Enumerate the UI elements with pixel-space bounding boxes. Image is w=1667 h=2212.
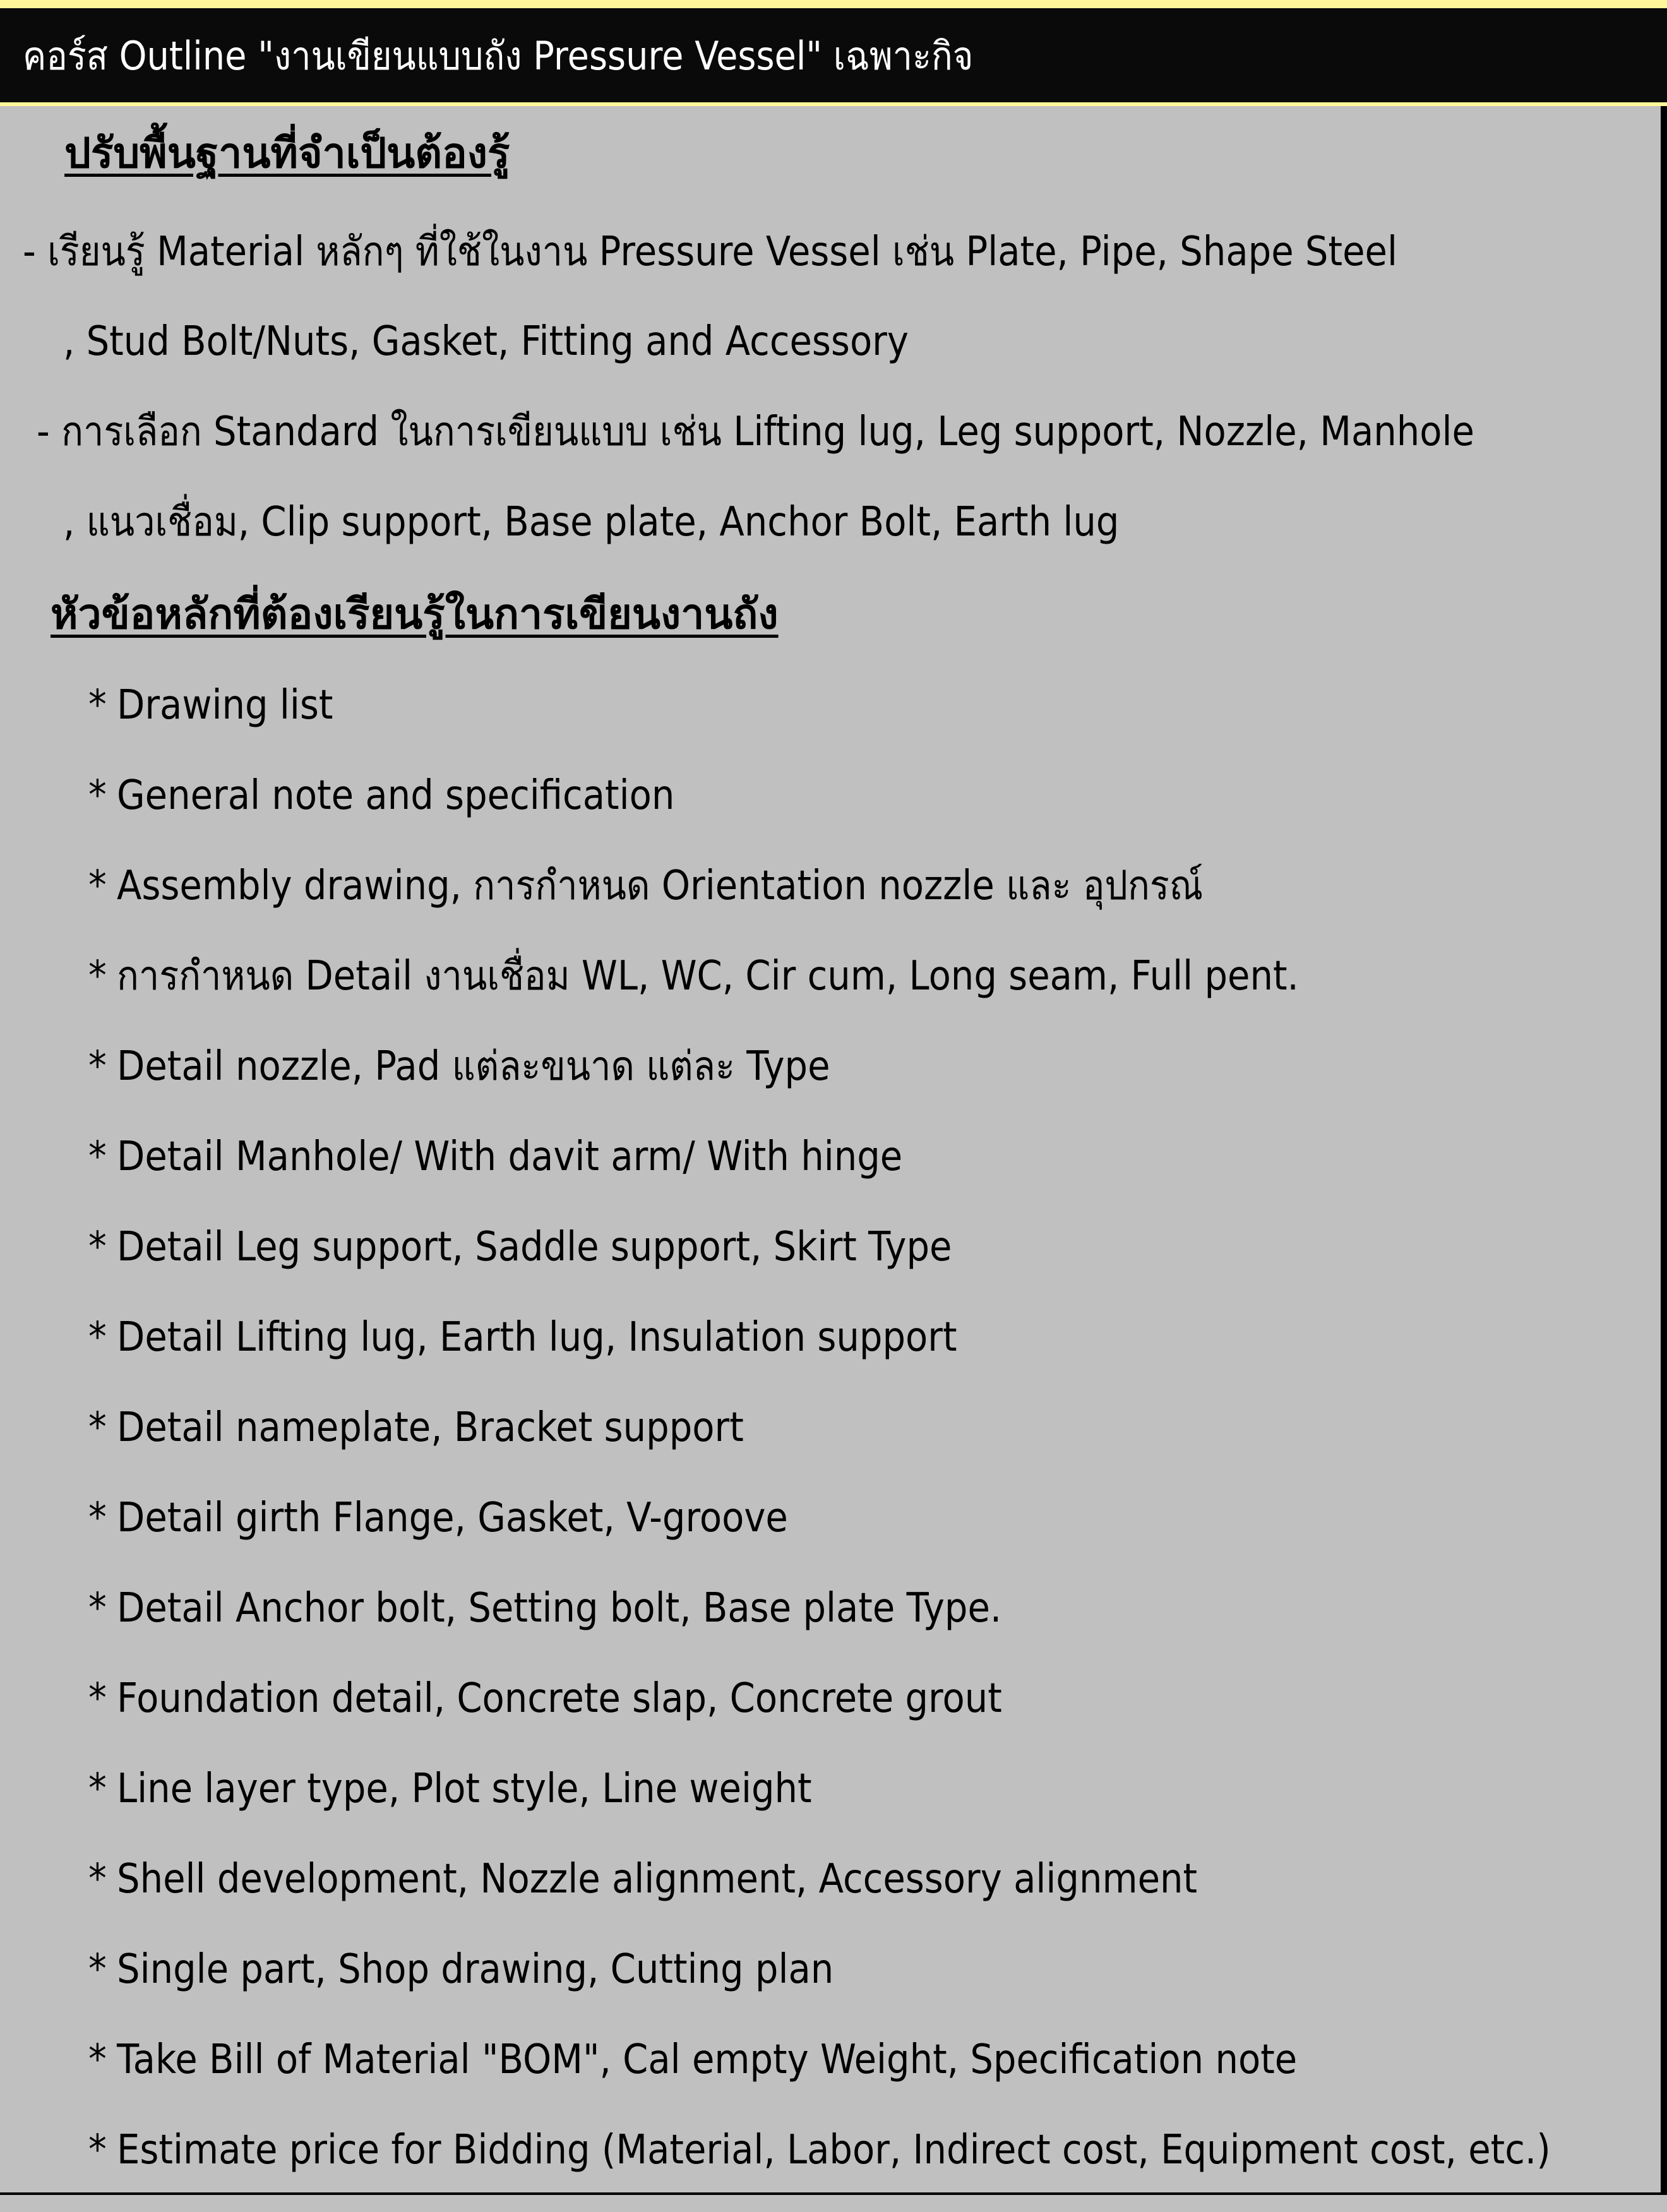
list-item-text: Assembly drawing, การกำหนด Orientation nozzle และ อุปกรณ์ [117,863,1204,909]
bullet-marker: * [88,1766,107,1812]
list-item-text: Shell development, Nozzle alignment, Accessory alignment [117,1856,1198,1903]
list-item [88,1219,1551,1309]
list-item [88,1128,1551,1219]
bullet-marker: * [88,1585,107,1632]
list-item-text: General note and specification [117,772,675,819]
list-item [88,1851,1551,1941]
list-item-text: Detail Leg support, Saddle support, Skirt Type [117,1224,952,1270]
bullet-marker: * [88,2036,107,2083]
list-item-text: Take Bill of Material "BOM", Cal empty Weight, Specification note [117,2036,1298,2083]
bullet-marker: * [88,1404,107,1451]
main-topics-heading: หัวข้อหลักที่ต้องเรียนรู้ในการเขียนงานถัง [51,590,779,638]
list-item-text: Line layer type, Plot style, Line weight [117,1766,812,1812]
title-bar [0,8,1667,106]
list-item [88,1399,1551,1490]
list-item [88,1309,1551,1399]
list-item-text: Detail Anchor bolt, Setting bolt, Base plate Type. [117,1585,1002,1632]
list-item [88,2031,1551,2122]
fundamentals-line-2: , Stud Bolt/Nuts, Gasket, Fitting and Accessory [63,318,909,365]
list-item [88,767,1551,858]
list-item-text: Drawing list [117,682,333,729]
list-item-text: Detail nozzle, Pad แต่ละขนาด แต่ละ Type [117,1043,830,1090]
list-item [88,858,1551,948]
bullet-marker: * [88,1495,107,1541]
fundamentals-line-3: - การเลือก Standard ในการเขียนแบบ เช่น Lifting lug, Leg support, Nozzle, Manhole [37,409,1474,455]
list-item [88,1490,1551,1580]
fundamentals-line-1: - เรียนรู้ Material หลักๆ ที่ใช้ในงาน Pressure Vessel เช่น Plate, Pipe, Shape Steel [23,229,1397,275]
bullet-marker: * [88,1224,107,1270]
bullet-marker: * [88,953,107,1000]
bullet-marker: * [88,1133,107,1180]
list-item [88,2122,1551,2212]
fundamentals-heading: ปรับพื้นฐานที่จำเป็นต้องรู้ [64,129,510,177]
list-item-text: Detail nameplate, Bracket support [117,1404,744,1451]
list-item-text: การกำหนด Detail งานเชื่อม WL, WC, Cir cum, Long seam, Full pent. [117,953,1299,1000]
top-accent-stripe [0,0,1667,8]
bullet-marker: * [88,1675,107,1722]
list-item [88,948,1551,1038]
list-item-text: Detail Manhole/ With davit arm/ With hinge [117,1133,903,1180]
bullet-marker: * [88,1043,107,1090]
list-item [88,1941,1551,2031]
list-item-text: Detail girth Flange, Gasket, V-groove [117,1495,788,1541]
list-item [88,1580,1551,1670]
page-title: คอร์ส Outline "งานเขียนแบบถัง Pressure Vessel" เฉพาะกิจ [23,33,974,79]
topics-list [88,677,1667,2212]
bullet-marker: * [88,682,107,729]
bullet-marker: * [88,2127,107,2173]
list-item [88,1038,1551,1128]
list-item-text: Single part, Shop drawing, Cutting plan [117,1946,834,1993]
bullet-marker: * [88,1856,107,1903]
list-item [88,1670,1551,1761]
bullet-marker: * [88,772,107,819]
list-item [88,677,1551,767]
list-item-text: Foundation detail, Concrete slap, Concrete grout [117,1675,1002,1722]
list-item-text: Estimate price for Bidding (Material, Labor, Indirect cost, Equipment cost, etc.) [117,2127,1551,2173]
list-item-text: Detail Lifting lug, Earth lug, Insulation support [117,1314,957,1361]
bullet-marker: * [88,863,107,909]
bullet-marker: * [88,1314,107,1361]
list-item [88,1761,1551,1851]
bullet-marker: * [88,1946,107,1993]
fundamentals-line-4: , แนวเชื่อม, Clip support, Base plate, Anchor Bolt, Earth lug [63,499,1120,546]
